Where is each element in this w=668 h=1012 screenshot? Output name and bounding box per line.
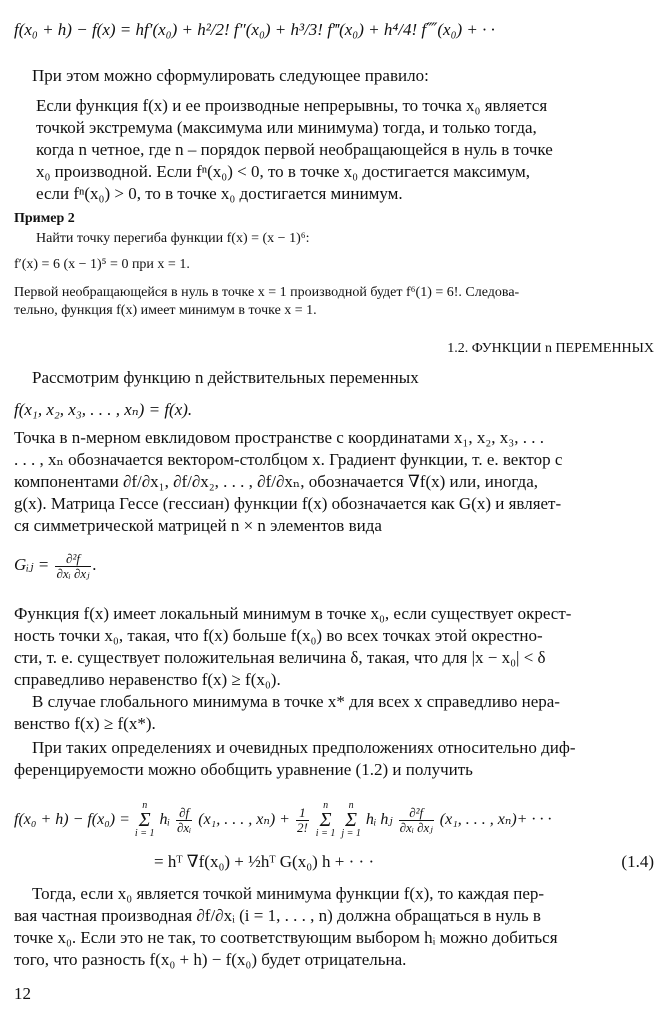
- sum-symbol: n Σ i = 1: [315, 800, 336, 840]
- section-heading: 1.2. ФУНКЦИИ n ПЕРЕМЕННЫХ: [447, 341, 654, 356]
- taylor-1d-formula: f(x₀ + h) − f(x) = hf′(x₀) + h²/2! f″(x₀) + h³/3! f‴(x₀) + h⁴/4! f⁗(x₀) + · ·: [14, 20, 495, 39]
- hessian-end: .: [92, 555, 97, 574]
- hessian-formula: [14, 550, 654, 581]
- paragraph-line: того, что разность f(x₀ + h) − f(x₀) будет отрицательна.: [14, 950, 407, 969]
- example-line: Найти точку перегиба функции f(x) = (x − 1)⁶:: [36, 231, 310, 246]
- paragraph-line: ференцируемости можно обобщить уравнение (1.2) и получить: [14, 760, 473, 779]
- equation-number: (1.4): [621, 852, 654, 871]
- paragraph-line: компонентами ∂f/∂x₁, ∂f/∂x₂, . . . , ∂f/∂xₙ, обозначается ∇f(x) или, иногда,: [14, 472, 538, 491]
- rule-line: Если функция f(x) и ее производные непрерывны, то точка x₀ является: [36, 96, 548, 115]
- rule-line: если fⁿ(x₀) > 0, то в точке x₀ достигается минимум.: [36, 184, 403, 203]
- hessian-denominator: ∂xᵢ ∂xⱼ: [56, 565, 90, 581]
- paragraph-line: венство f(x) ≥ f(x*).: [14, 714, 156, 733]
- paragraph-line: ся симметрической матрицей n × n элементов вида: [14, 516, 382, 535]
- paragraph-line: справедливо неравенство f(x) ≥ f(x₀).: [14, 670, 281, 689]
- paragraph-line: сти, т. е. существует положительная величина δ, такая, что для |x − x₀| < δ: [14, 648, 546, 667]
- example-title: Пример 2: [14, 211, 75, 226]
- paragraph-line: . . . , xₙ обозначается вектором-столбцом x. Градиент функции, т. е. вектор с: [14, 450, 563, 469]
- second-derivative: $\frac{\text{∂²f}}{\text{∂xᵢ ∂xⱼ}}$: [399, 804, 433, 835]
- half-coefficient: $\frac{1}{2!}$: [296, 804, 308, 835]
- paragraph-line: точке x₀. Если это не так, то соответствующим выбором hᵢ можно добиться: [14, 928, 558, 947]
- rule-line: x₀ производной. Если fⁿ(x₀) < 0, то в точке x₀ достигается максимум,: [36, 162, 530, 181]
- taylor-lhs: f(x₀ + h) − f(x₀) =: [14, 811, 130, 828]
- page-number: 12: [14, 984, 31, 1003]
- paragraph-line: При таких определениях и очевидных предположениях относительно диф-: [32, 738, 576, 757]
- taylor-nd-formula: f(x₀ + h) − f(x₀) = n Σ i = 1 hᵢ $\frac{\partial f}{\text{∂xᵢ}}$ (x₁, . . . , xₙ) + $\frac{1}{2!}$ n Σ i = 1 n Σ j = 1 hᵢ hⱼ $\frac{\text{∂²f}}{\text{∂xᵢ ∂xⱼ}}$ (x₁, . . . , xₙ)+ · · ·: [14, 800, 552, 840]
- paragraph-line: ность точки x₀, такая, что f(x) больше f(x₀) во всех точках этой окрестно-: [14, 626, 543, 645]
- consider-line: Рассмотрим функцию n действительных переменных: [32, 368, 419, 387]
- sum-symbol: n Σ j = 1: [341, 800, 361, 840]
- hessian-lhs: Gᵢⱼ =: [14, 555, 50, 574]
- paragraph-line: вая частная производная ∂f/∂xᵢ (i = 1, . . . , n) должна обращаться в нуль в: [14, 906, 541, 925]
- paragraph-line: В случае глобального минимума в точке x* для всех x справедливо нера-: [32, 692, 560, 711]
- rule-line: когда n четное, где n – порядок первой необращающейся в нуль в точке: [36, 140, 553, 159]
- taylor-nd-line2: = hᵀ ∇f(x₀) + ½hᵀ G(x₀) h + · · · (1.4): [154, 852, 654, 871]
- paragraph-line: Тогда, если x₀ является точкой минимума функции f(x), то каждая пер-: [32, 884, 545, 903]
- first-derivative: $\frac{\partial f}{\text{∂xᵢ}}$: [176, 804, 192, 835]
- hessian-fraction: [55, 552, 90, 581]
- paragraph-line: Функция f(x) имеет локальный минимум в точке x₀, если существует окрест-: [14, 604, 572, 623]
- rule-line: точкой экстремума (максимума или минимума) тогда, и только тогда,: [36, 118, 537, 137]
- hessian-numerator: ∂²f: [55, 552, 90, 567]
- example-line: тельно, функция f(x) имеет минимум в точке x = 1.: [14, 303, 317, 318]
- rule-intro: При этом можно сформулировать следующее правило:: [32, 66, 429, 85]
- paragraph-line: Точка в n-мерном евклидовом пространстве с координатами x₁, x₂, x₃, . . .: [14, 428, 544, 447]
- example-line: f′(x) = 6 (x − 1)⁵ = 0 при x = 1.: [14, 257, 190, 272]
- example-line: Первой необращающейся в нуль в точке x = 1 производной будет f⁶(1) = 6!. Следова-: [14, 285, 520, 300]
- sum-symbol: n Σ i = 1: [134, 800, 155, 840]
- paragraph-line: g(x). Матрица Гессе (гессиан) функции f(x) обозначается как G(x) и являет-: [14, 494, 562, 513]
- function-definition: f(x₁, x₂, x₃, . . . , xₙ) = f(x).: [14, 400, 193, 419]
